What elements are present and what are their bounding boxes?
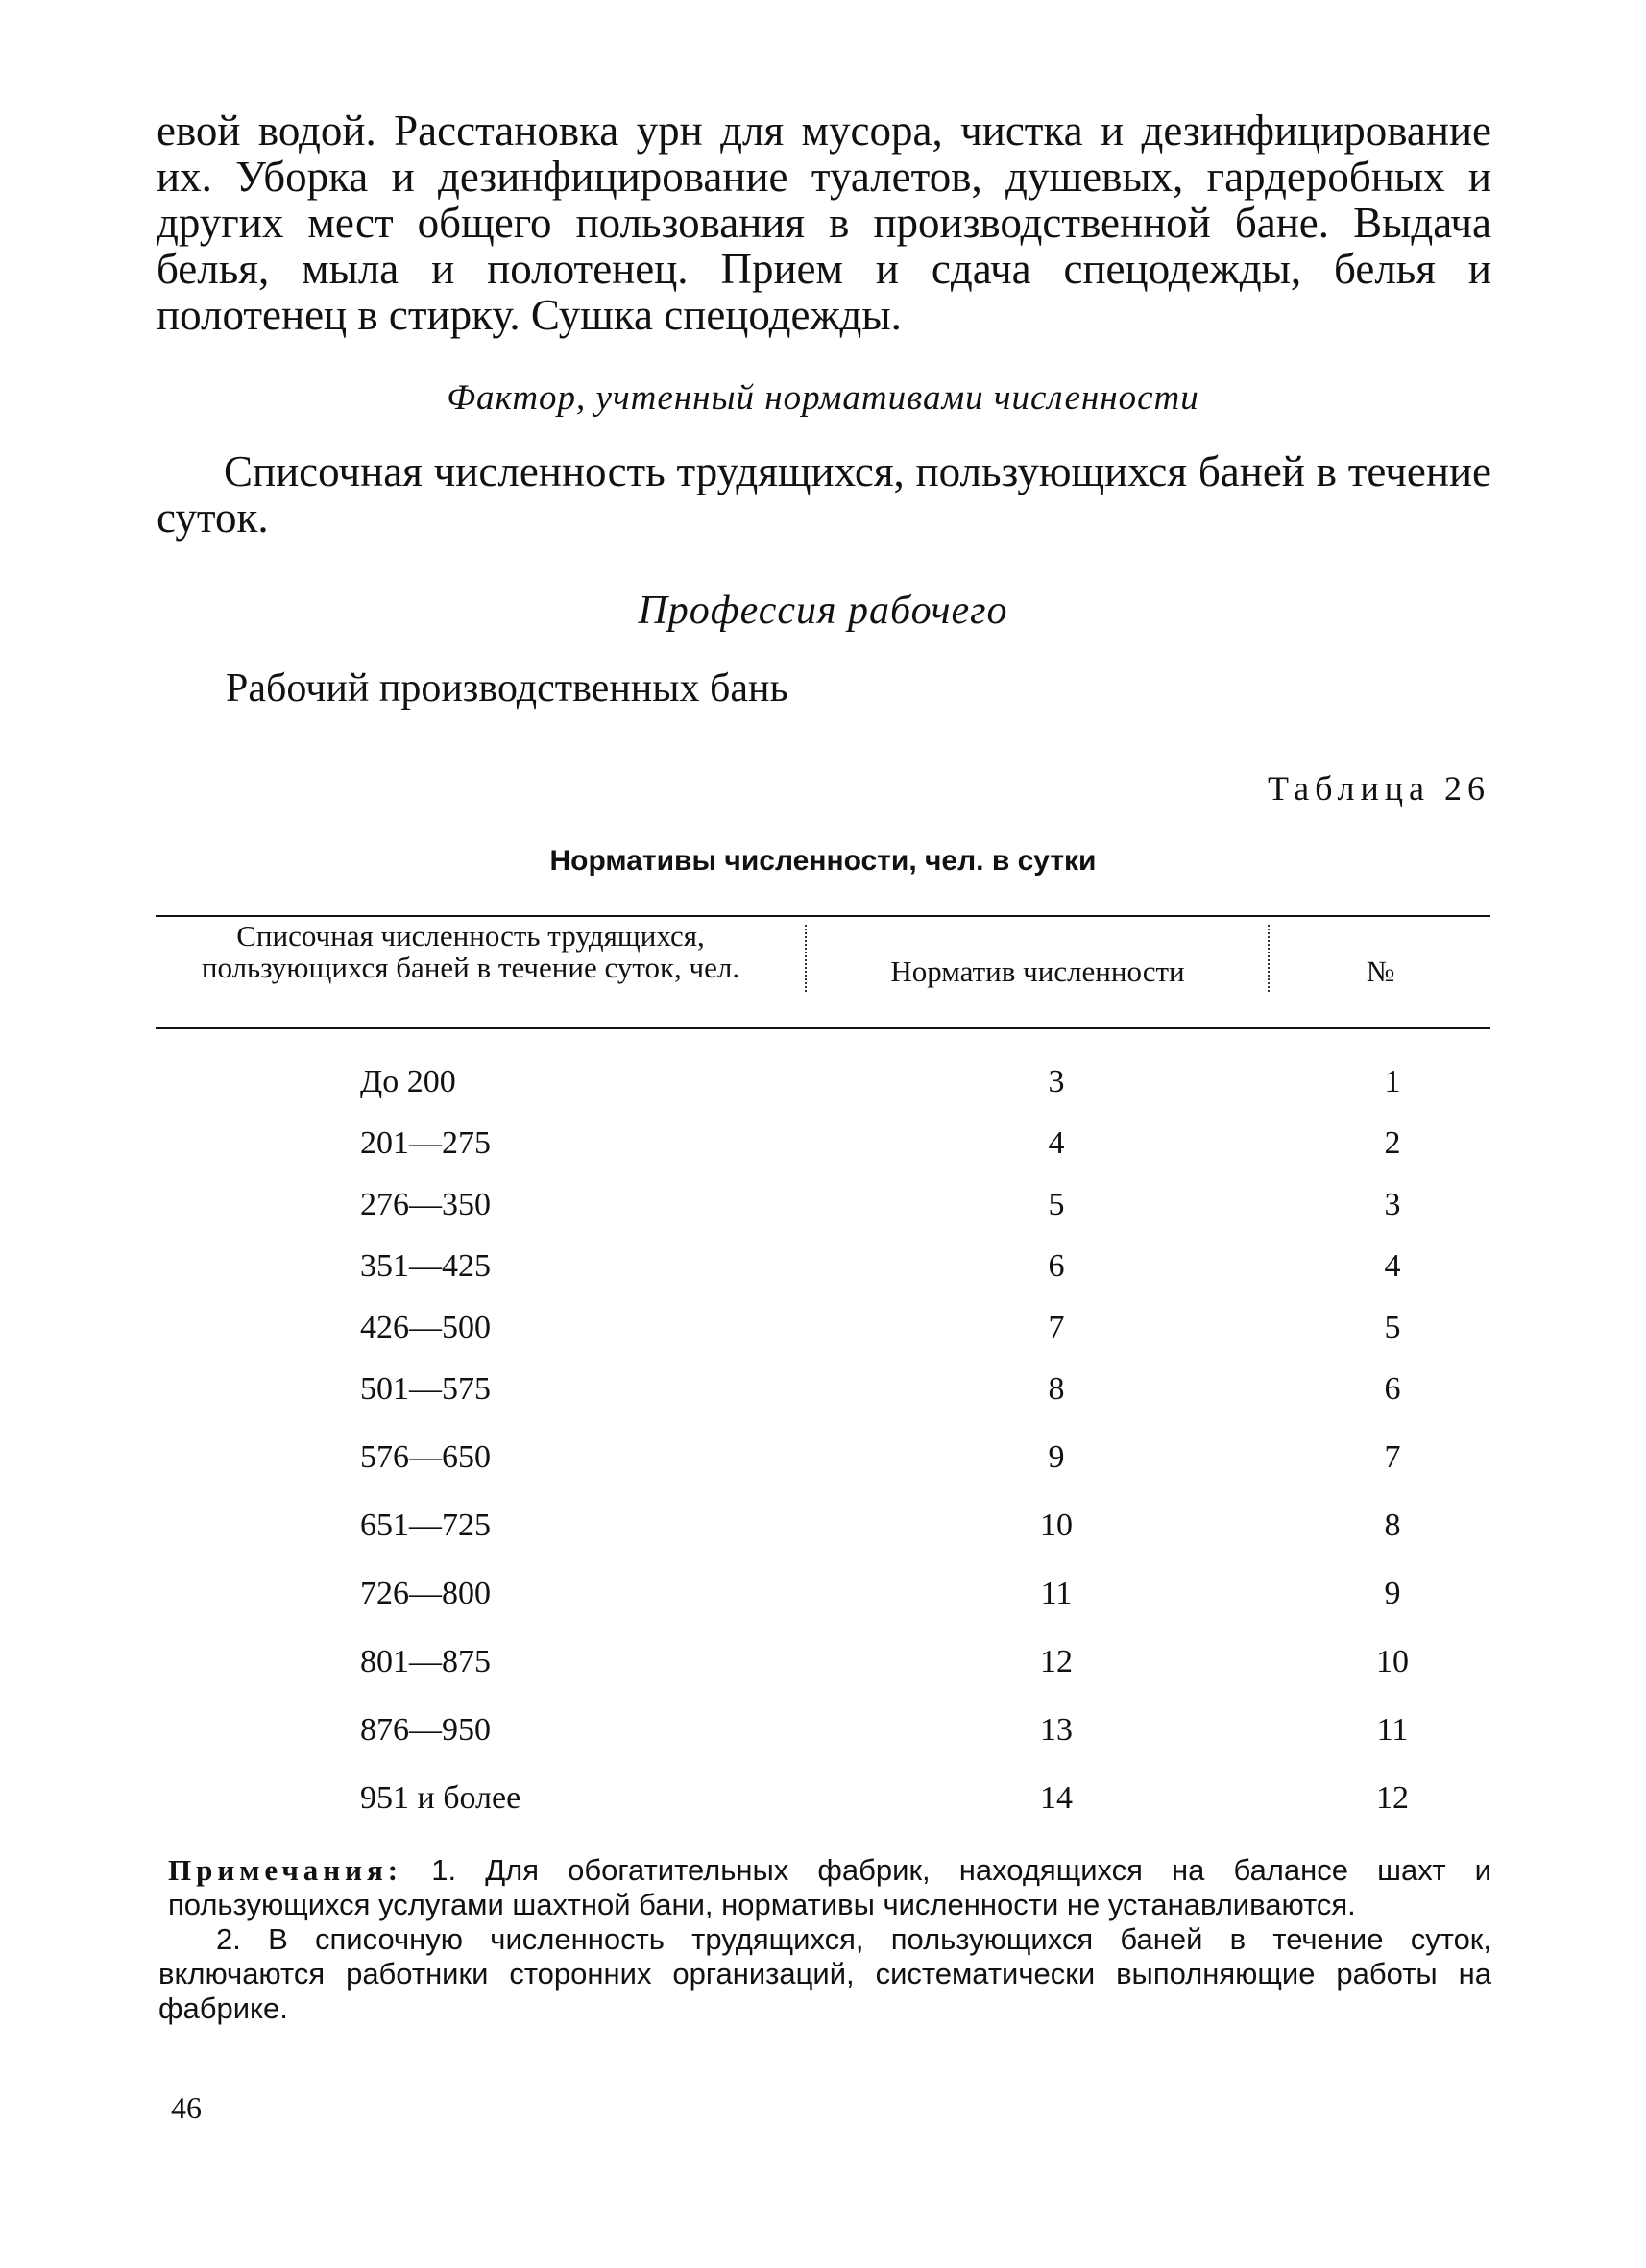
norm-cell: 4 — [1048, 1125, 1065, 1161]
number-cell: 11 — [1376, 1712, 1409, 1748]
number-cell: 2 — [1384, 1125, 1401, 1161]
profession-name: Рабочий производственных бань — [226, 666, 788, 711]
note-1-text: 1. Для обогатительных фабрик, находящихся на балансе шахт и пользующихся услугами шахтной бани, нормативы численности не устанавливаются. — [168, 1853, 1491, 1921]
number-cell: 12 — [1376, 1780, 1409, 1816]
number-cell: 5 — [1384, 1310, 1401, 1345]
range-cell: 951 и более — [360, 1780, 521, 1816]
number-cell: 10 — [1376, 1644, 1409, 1679]
header-list-count: Списочная численность трудящихся, пользующихся баней в течение суток, чел. — [201, 919, 740, 984]
range-cell: 576—650 — [360, 1439, 491, 1475]
range-cell: 501—575 — [360, 1371, 491, 1407]
table-row — [0, 1241, 1646, 1302]
header-number: № — [1366, 954, 1395, 988]
intro-paragraph: евой водой. Расстановка урн для мусора, чистка и дезинфицирование их. Уборка и дезинфицирование туалетов, душевых, гардеробных и других мест общего пользования в производственной бане. Выдача белья, мыла и полотенец. Прием и сдача спецодежды, белья и полотенец в стирку. Сушка спецодежды. — [157, 107, 1491, 339]
norm-cell: 9 — [1048, 1439, 1065, 1475]
number-cell: 9 — [1384, 1576, 1401, 1611]
table-row — [0, 1568, 1646, 1636]
number-cell: 4 — [1384, 1248, 1401, 1284]
factor-heading: Фактор, учтенный нормативами численности — [447, 378, 1199, 418]
range-cell: 351—425 — [360, 1248, 491, 1284]
number-cell: 7 — [1384, 1439, 1401, 1475]
norm-cell: 3 — [1048, 1064, 1065, 1099]
number-cell: 6 — [1384, 1371, 1401, 1407]
note-2: 2. В списочную численность трудящихся, пользующихся баней в течение суток, включаются работники сторонних организаций, систематически выполняющие работы на фабрике. — [158, 1922, 1491, 2025]
profession-heading: Профессия рабочего — [638, 589, 1008, 633]
norm-cell: 6 — [1048, 1248, 1065, 1284]
range-cell: 201—275 — [360, 1125, 491, 1161]
range-cell: 801—875 — [360, 1644, 491, 1679]
notes-label: Примечания: — [168, 1853, 403, 1887]
number-cell: 8 — [1384, 1508, 1401, 1543]
table-row — [0, 1704, 1646, 1773]
table-header-rule — [156, 1027, 1490, 1029]
header-norm: Норматив численности — [890, 954, 1185, 988]
range-cell: 876—950 — [360, 1712, 491, 1748]
range-cell: 426—500 — [360, 1310, 491, 1345]
range-cell: 726—800 — [360, 1576, 491, 1611]
norm-cell: 12 — [1040, 1644, 1073, 1679]
range-cell: До 200 — [360, 1064, 456, 1099]
norm-cell: 11 — [1040, 1576, 1073, 1611]
norm-cell: 5 — [1048, 1187, 1065, 1222]
range-cell: 276—350 — [360, 1187, 491, 1222]
factor-text: Списочная численность трудящихся, пользующихся баней в течение суток. — [157, 447, 1491, 542]
table-row — [0, 1302, 1646, 1363]
table-row — [0, 1363, 1646, 1432]
page-number: 46 — [171, 2090, 202, 2125]
table-label: Таблица 26 — [1268, 769, 1490, 808]
norm-cell: 10 — [1040, 1508, 1073, 1543]
table-row — [0, 1118, 1646, 1179]
table-body — [0, 1056, 1646, 1841]
norm-cell: 14 — [1040, 1780, 1073, 1816]
number-cell: 1 — [1384, 1064, 1401, 1099]
table-row — [0, 1500, 1646, 1568]
table-row — [0, 1773, 1646, 1841]
table-row — [0, 1636, 1646, 1704]
table-row — [0, 1179, 1646, 1241]
range-cell: 651—725 — [360, 1508, 491, 1543]
table-row — [0, 1432, 1646, 1500]
table-top-rule — [156, 915, 1490, 917]
table-title: Нормативы численности, чел. в сутки — [549, 845, 1097, 877]
number-cell: 3 — [1384, 1187, 1401, 1222]
table-row — [0, 1056, 1646, 1118]
norm-cell: 8 — [1048, 1371, 1065, 1407]
column-separator — [805, 925, 807, 992]
column-separator — [1268, 925, 1270, 992]
notes — [158, 1853, 1491, 2026]
norm-cell: 7 — [1048, 1310, 1065, 1345]
norm-cell: 13 — [1040, 1712, 1073, 1748]
note-1 — [168, 1853, 1491, 1922]
